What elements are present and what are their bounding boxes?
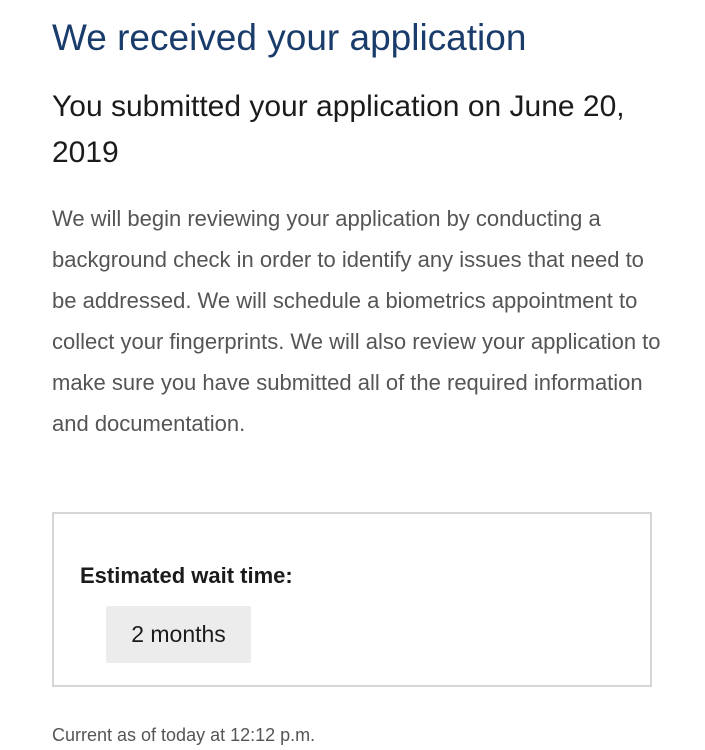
wait-time-value-badge: 2 months: [106, 606, 251, 663]
submitted-date-heading: You submitted your application on June 20, 2019: [52, 90, 625, 169]
page-title: We received your application: [52, 17, 527, 58]
last-updated-timestamp: Current as of today at 12:12 p.m.: [52, 725, 316, 745]
wait-time-label: Estimated wait time:: [80, 563, 293, 588]
estimated-wait-card: [52, 512, 652, 687]
status-description: We will begin reviewing your application by conducting a background check in order to identify any issues that need to be addressed. We will schedule a biometrics appointment to collect your fingerprints. We will also review your application to make sure you have submitted all of the required information and documentation.: [52, 206, 661, 436]
